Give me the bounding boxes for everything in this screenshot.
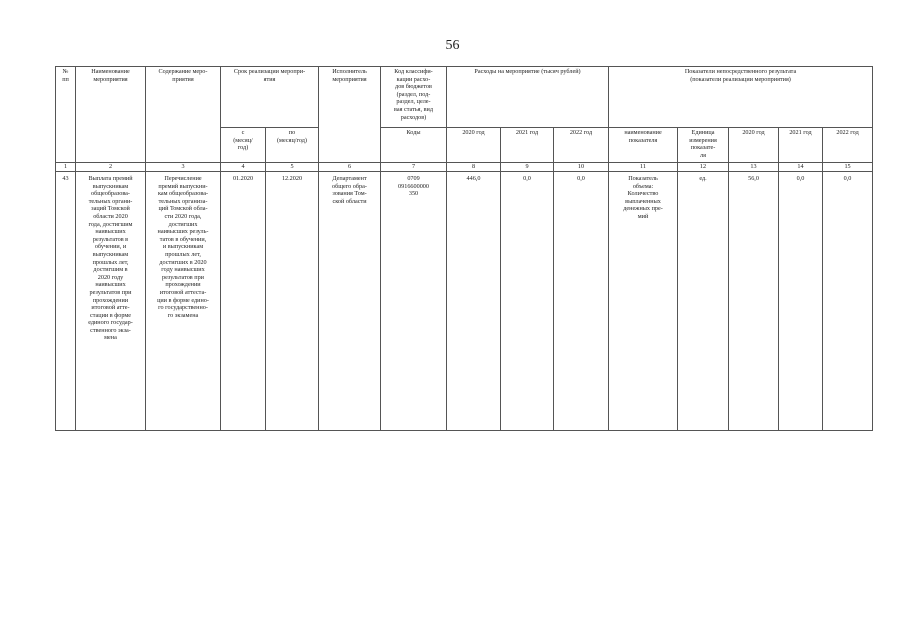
row-ind-2021: 0,0 bbox=[779, 172, 823, 431]
text-line: Количество bbox=[627, 190, 659, 198]
row-unit: ед. bbox=[678, 172, 729, 431]
text-line: год) bbox=[237, 144, 249, 152]
header-year-2021: 2021 год bbox=[501, 128, 554, 163]
row-name bbox=[76, 172, 146, 431]
header-code bbox=[381, 67, 447, 128]
header-executor bbox=[319, 67, 381, 163]
text-line: области 2020 bbox=[93, 212, 128, 220]
text-line: 0709 bbox=[407, 175, 420, 182]
text-line: го государственно- bbox=[158, 304, 208, 312]
text-line: и выпускникам bbox=[162, 243, 204, 251]
text-line: Показатели непосредственного результата bbox=[684, 68, 797, 75]
text-line: вая статья, вид bbox=[394, 105, 433, 113]
text-line: зования Том- bbox=[332, 190, 367, 198]
col-number: 13 bbox=[729, 163, 779, 172]
text-line: итоговой атте- bbox=[91, 304, 130, 312]
header-num bbox=[56, 67, 76, 163]
text-line: ля bbox=[700, 151, 706, 159]
col-number: 10 bbox=[554, 163, 609, 172]
text-line: Показатель bbox=[628, 175, 658, 182]
text-line: результатов при bbox=[89, 288, 132, 296]
row-ind-2020: 56,0 bbox=[729, 172, 779, 431]
text-line: достигшим в bbox=[93, 266, 128, 274]
text-line: (месяц/год) bbox=[276, 136, 307, 144]
text-line: расходов) bbox=[400, 113, 427, 121]
row-exp-2021: 0,0 bbox=[501, 172, 554, 431]
text-line: заций Томской bbox=[91, 205, 130, 213]
text-line: показателя bbox=[628, 136, 658, 144]
text-line: ственного экза- bbox=[90, 326, 131, 334]
text-line: общеобразова- bbox=[91, 190, 130, 198]
page-number: 56 bbox=[445, 38, 460, 53]
text-line: тельных организа- bbox=[158, 197, 208, 205]
header-row bbox=[56, 67, 873, 128]
header-name bbox=[76, 67, 146, 163]
header-expenses bbox=[447, 67, 609, 128]
text-line: прошлых лет, bbox=[165, 250, 201, 258]
header-codes: Коды bbox=[381, 128, 447, 163]
text-line: денежных пре- bbox=[623, 205, 663, 213]
text-line: кам общеобразова- bbox=[157, 190, 209, 198]
text-line: мероприятия bbox=[332, 75, 367, 83]
row-from: 01.2020 bbox=[221, 172, 266, 431]
col-number: 7 bbox=[381, 163, 447, 172]
row-num: 43 bbox=[56, 172, 76, 431]
row-exp-2022: 0,0 bbox=[554, 172, 609, 431]
col-number: 2 bbox=[76, 163, 146, 172]
text-line: прохождении bbox=[165, 281, 201, 289]
col-number: 3 bbox=[146, 163, 221, 172]
row-code bbox=[381, 172, 447, 431]
text-line: наивысших bbox=[95, 228, 126, 236]
row-executor bbox=[319, 172, 381, 431]
text-line: с bbox=[241, 129, 245, 136]
table-row bbox=[56, 172, 873, 431]
column-numbers-row bbox=[56, 163, 873, 172]
header-ind-2022: 2022 год bbox=[823, 128, 873, 163]
text-line: Код классифи- bbox=[394, 68, 433, 75]
text-line: показате- bbox=[690, 144, 716, 152]
text-line: года, достигшим bbox=[88, 220, 133, 228]
text-line: прохождении bbox=[92, 296, 129, 304]
row-ind-2022: 0,0 bbox=[823, 172, 873, 431]
header-ind-2021: 2021 год bbox=[779, 128, 823, 163]
text-line: ской области bbox=[332, 197, 367, 205]
col-number: 12 bbox=[678, 163, 729, 172]
col-number: 9 bbox=[501, 163, 554, 172]
header-period-to bbox=[266, 128, 319, 163]
text-line: наивысших резуль- bbox=[157, 228, 209, 236]
text-line: кации расхо- bbox=[396, 75, 431, 83]
header-year-2020: 2020 год bbox=[447, 128, 501, 163]
text-line: татов в обучении, bbox=[159, 235, 207, 243]
text-line: итоговой аттеста- bbox=[159, 288, 207, 296]
header-indicator-name bbox=[609, 128, 678, 163]
text-line: обучении, и bbox=[94, 243, 127, 251]
text-line: Исполнитель bbox=[332, 68, 367, 75]
row-to: 12.2020 bbox=[266, 172, 319, 431]
row-exp-2020: 446,0 bbox=[447, 172, 501, 431]
text-line: 2020 году bbox=[97, 273, 124, 281]
text-line: наивысших bbox=[95, 281, 126, 289]
events-table bbox=[55, 66, 873, 431]
header-year-2022: 2022 год bbox=[554, 128, 609, 163]
text-line: выпускникам bbox=[92, 182, 129, 190]
text-line: (раздел, под- bbox=[396, 90, 431, 98]
text-line: мероприятия bbox=[93, 75, 128, 83]
text-line: (месяц/ bbox=[233, 136, 253, 144]
text-line: тельных органи- bbox=[88, 197, 133, 205]
text-line: ции в форме едино- bbox=[157, 296, 209, 304]
col-number: 4 bbox=[221, 163, 266, 172]
text-line: единого государ- bbox=[88, 319, 133, 327]
text-line: мий bbox=[637, 212, 649, 220]
text-line: ятия bbox=[263, 75, 276, 83]
text-line: мена bbox=[104, 334, 117, 342]
text-line: Департамент bbox=[332, 175, 367, 182]
header-ind-2020: 2020 год bbox=[729, 128, 779, 163]
col-number: 6 bbox=[319, 163, 381, 172]
text-line: Выплата премий bbox=[88, 175, 133, 182]
text-line: раздел, целе- bbox=[396, 98, 431, 106]
row-content bbox=[146, 172, 221, 431]
text-line: общего обра- bbox=[332, 182, 367, 190]
col-number: 11 bbox=[609, 163, 678, 172]
text-line: (показатели реализации мероприятия) bbox=[690, 75, 791, 83]
text-line: Содержание меро- bbox=[158, 68, 208, 75]
text-line: прошлых лет, bbox=[92, 258, 129, 266]
text-line: премий выпускни- bbox=[158, 182, 208, 190]
text-line: выпускникам bbox=[92, 250, 129, 258]
text-line: Наименование bbox=[91, 68, 130, 75]
text-line: Единица bbox=[691, 129, 715, 136]
text-line: дов бюджетов bbox=[395, 83, 432, 91]
text-line: Перечисление bbox=[164, 175, 202, 182]
col-number: 15 bbox=[823, 163, 873, 172]
text-line: сти 2020 года, bbox=[164, 212, 202, 220]
text-line: Срок реализации меропри- bbox=[233, 68, 306, 75]
header-indicators bbox=[609, 67, 873, 128]
header-content bbox=[146, 67, 221, 163]
header-period-from bbox=[221, 128, 266, 163]
col-number: 5 bbox=[266, 163, 319, 172]
text-line: 350 bbox=[408, 190, 419, 198]
text-line: стации в форме bbox=[90, 311, 131, 319]
text-line: приятия bbox=[172, 75, 194, 83]
col-number: 8 bbox=[447, 163, 501, 172]
text-line: объема: bbox=[632, 182, 654, 190]
text-line: году наивысших bbox=[161, 266, 205, 274]
text-line: результатов при bbox=[162, 273, 204, 281]
header-indicator-unit bbox=[678, 128, 729, 163]
text-line: выплаченных bbox=[625, 197, 661, 205]
col-number: 14 bbox=[779, 163, 823, 172]
text-line: наименование bbox=[624, 129, 662, 136]
header-period bbox=[221, 67, 319, 128]
col-number: 1 bbox=[56, 163, 76, 172]
text-line: го экзамена bbox=[167, 311, 199, 319]
row-indicator bbox=[609, 172, 678, 431]
text-line: № bbox=[62, 68, 69, 75]
text-line: результатов в bbox=[92, 235, 129, 243]
text-line: 0916600000 bbox=[398, 182, 429, 190]
text-line: Расходы на мероприятие (тысяч рублей) bbox=[474, 68, 581, 75]
text-line: достигших bbox=[168, 220, 198, 228]
text-line: достигших в 2020 bbox=[159, 258, 207, 266]
text-line: по bbox=[288, 129, 296, 136]
text-line: пп bbox=[62, 75, 69, 83]
text-line: измерения bbox=[689, 136, 717, 144]
text-line: ций Томской обла- bbox=[158, 205, 208, 213]
